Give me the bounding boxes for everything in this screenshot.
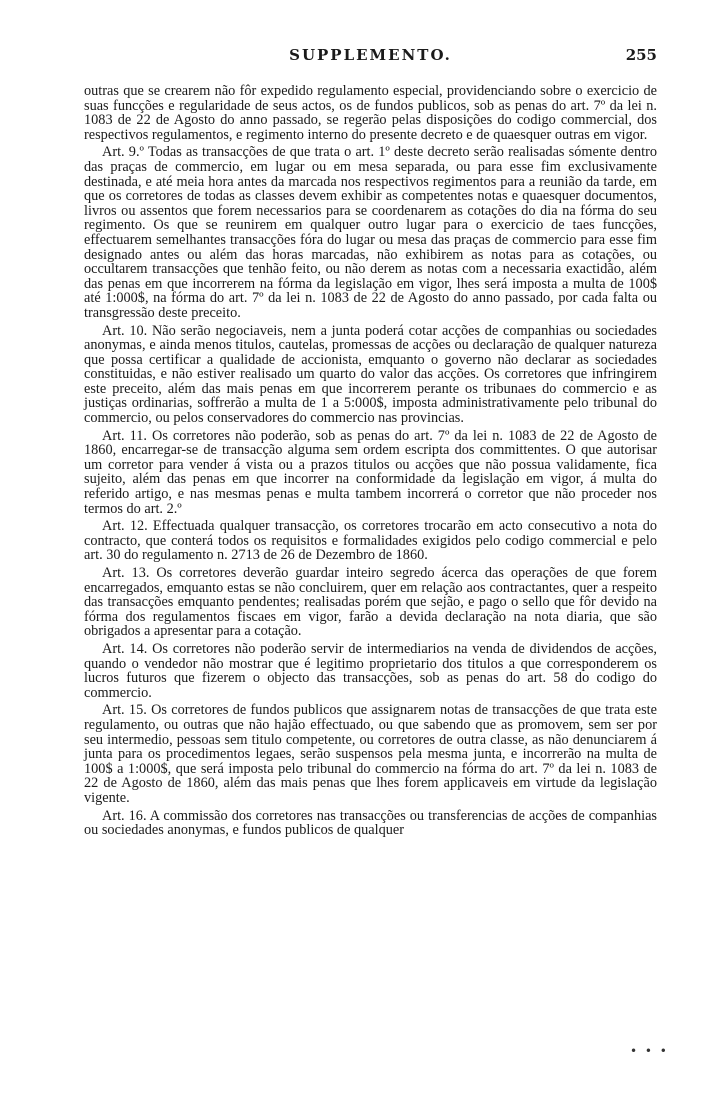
- paragraph-art-15: Art. 15. Os corretores de fundos publicos que assignarem notas de transacções de que trata este regulamento, ou outras que não hajão effectuado, ou que sabendo que as promovem, sem ser por seu intermedio, pessoas sem titulo competente, ou corretores de outra classe, as não denunciarem á junta para os procedimentos legaes, serão suspensos pela mesma junta, e incorrerão na multa de 100$ a 1:000$, que será imposta pelo tribunal do commercio na fórma do art. 7º da lei n. 1083 de 22 de Agosto de 1860, além das mais penas que lhes forem applicaveis em virtude da legislação vigente.: [84, 702, 657, 806]
- paragraph-art-12: Art. 12. Effectuada qualquer transacção, os corretores trocarão em acto consecutivo a nota do contracto, que conterá todos os requisitos e formalidades exigidos pelo codigo commercial e pelo art. 30 do regulamento n. 2713 de 26 de Dezembro de 1860.: [84, 518, 657, 564]
- paragraph-art-10: Art. 10. Não serão negociaveis, nem a junta poderá cotar acções de companhias ou sociedades anonymas, e ainda menos titulos, cautelas, promessas de acções ou declaração de qualquer natureza que possa certificar a qualidade de accionista, emquanto o governo não declarar as sociedades constituidas, e não estiver realisado um quarto do valor das acções. Os corretores que infringirem este preceito, além das mais penas em que incorrerem perante os tribunaes do commercio e as justiças ordinarias, soffrerão a multa de 1 a 5:000$, imposta administrativamente pelo tribunal do commercio, ou pelos conservadores do commercio nas provincias.: [84, 322, 657, 427]
- paragraph-art-14: Art. 14. Os corretores não poderão servir de intermediarios na venda de dividendos de acções, quando o vendedor não mostrar que é legitimo proprietario dos titulos a que corresponderem os lucros futuros que fizerem o objecto das transacções, sob as penas do art. 58 do codigo do commercio.: [84, 640, 657, 701]
- paragraph-continuation: outras que se crearem não fôr expedido regulamento especial, providenciando sobre o exercicio de suas funcções e regularidade de seus actos, os de fundos publicos, sob as penas do art. 7º da lei n. 1083 de 22 de Agosto do anno passado, se regerão pelas disposições do codigo commercial, dos respectivos regulamentos, e regimento interno do presente decreto e de quaesquer outras em vigor.: [84, 83, 657, 143]
- page-number: 255: [625, 46, 657, 64]
- paragraph-art-9: Art. 9.º Todas as transacções de que trata o art. 1º deste decreto serão realisadas sómente dentro das praças de commercio, em lugar ou em mesa separada, ou para esse fim exclusivamente destinada, e até meia hora antes da marcada nos respectivos regimentos para a reunião da tarde, em que os corretores de todas as classes devem exhibir as competentes notas e quaesquer documentos, livros ou assentos que forem necessarios para se coordenarem as cotações do dia na fórma do seu regimento. Os que se reunirem em qualquer outro lugar para o exercicio de taes funcções, effectuarem semelhantes transacções fóra do lugar ou mesa das praças de commercio para esse fim designado antes ou além das horas marcadas, não exhibirem as notas para as cotações, ou occultarem transacções que tenhão feito, ou não derem as notas com a necessaria exactidão, além das penas em que incorrerem na fórma da legislação em vigor, lhes será imposta a multa de 100$ até 1:000$, na fórma do art. 7º da lei n. 1083 de 22 de Agosto do anno passado, por cada falta ou transgressão deste preceito.: [84, 144, 657, 321]
- body-text: [84, 84, 657, 838]
- paragraph-art-16: Art. 16. A commissão dos corretores nas transacções ou transferencias de acções de companhias ou sociedades anonymas, e fundos publicos de qualquer: [84, 807, 657, 839]
- running-title: SUPPLEMENTO.: [289, 46, 452, 64]
- paragraph-art-11: Art. 11. Os corretores não poderão, sob as penas do art. 7º da lei n. 1083 de 22 de Agosto de 1860, encarregar-se de transacção alguma sem ordem escripta dos committentes. O que autorisar um corretor para vender á vista ou a prazos titulos ou acções que não possua validamente, fica sujeito, além das penas em que incorrer na conformidade da legislação em vigor, á multa do referido artigo, e nas mesmas penas e multa tambem incorrerá o corretor que não proceder nos termos do art. 2.º: [84, 427, 657, 517]
- document-page: [84, 46, 657, 841]
- page-header: [84, 46, 657, 72]
- footer-marks: • • •: [630, 1044, 669, 1058]
- paragraph-art-13: Art. 13. Os corretores deverão guardar inteiro segredo ácerca das operações de que forem encarregados, emquanto estas se não concluirem, quer em relação aos contractantes, quer a respeito das transacções emquanto pendentes; realisadas porém que sejão, e pago o sello que fôr devido na fórma dos regulamentos fiscaes em vigor, farão a devida declaração na nota diaria, que são obrigados a apresentar para a cotação.: [84, 565, 657, 640]
